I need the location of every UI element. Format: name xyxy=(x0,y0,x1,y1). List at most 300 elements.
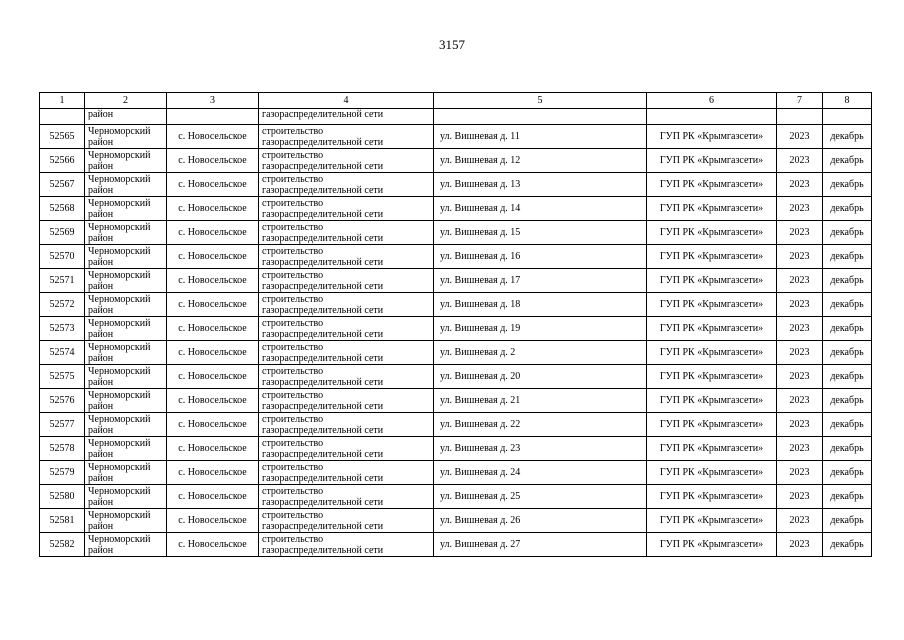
organization-cell xyxy=(647,197,777,221)
work-type-cell-line: газораспределительной сети xyxy=(262,208,384,220)
address-cell xyxy=(434,245,647,269)
work-type-cell-line: строительство xyxy=(262,413,324,425)
district-cell-line: Черноморский xyxy=(88,197,151,209)
month-cell xyxy=(823,533,872,557)
work-type-cell-line: газораспределительной сети xyxy=(262,472,384,484)
year-cell xyxy=(777,509,823,533)
work-type-cell xyxy=(259,365,434,389)
year-cell xyxy=(777,245,823,269)
district-cell xyxy=(85,245,167,269)
settlement-cell xyxy=(167,245,259,269)
district-cell-line: Черноморский xyxy=(88,413,151,425)
organization-cell xyxy=(647,485,777,509)
table-cell xyxy=(434,109,647,125)
year-cell-line: 2023 xyxy=(789,467,810,478)
table-row xyxy=(40,125,872,149)
year-cell-line: 2023 xyxy=(789,539,810,550)
address-cell xyxy=(434,509,647,533)
month-cell xyxy=(823,341,872,365)
month-cell xyxy=(823,269,872,293)
table-cell xyxy=(823,109,872,125)
month-cell-line: декабрь xyxy=(830,539,864,550)
district-cell xyxy=(85,221,167,245)
year-cell xyxy=(777,269,823,293)
settlement-cell xyxy=(167,341,259,365)
work-type-cell-line: строительство xyxy=(262,389,324,401)
month-cell-line: декабрь xyxy=(830,467,864,478)
page-number: 3157 xyxy=(439,37,465,52)
table-row xyxy=(40,197,872,221)
work-type-cell xyxy=(259,461,434,485)
month-cell-line: декабрь xyxy=(830,275,864,286)
table-row xyxy=(40,437,872,461)
table-row xyxy=(40,245,872,269)
column-header: 6 xyxy=(647,93,777,109)
address-cell xyxy=(434,413,647,437)
settlement-cell xyxy=(167,509,259,533)
settlement-cell xyxy=(167,317,259,341)
district-cell-line: Черноморский xyxy=(88,533,151,545)
district-cell xyxy=(85,437,167,461)
row-number xyxy=(40,125,85,149)
district-cell-line: Черноморский xyxy=(88,509,151,521)
column-header: 2 xyxy=(85,93,167,109)
work-type-cell xyxy=(259,533,434,557)
address-cell-line: ул. Вишневая д. 15 xyxy=(440,227,521,238)
year-cell xyxy=(777,221,823,245)
settlement-cell xyxy=(167,461,259,485)
work-type-cell-line: строительство xyxy=(262,533,324,545)
settlement-cell-line: с. Новосельское xyxy=(178,275,247,286)
organization-cell xyxy=(647,341,777,365)
organization-cell-line: ГУП РК «Крымгазсети» xyxy=(659,275,764,286)
work-type-cell xyxy=(259,293,434,317)
address-cell-line: ул. Вишневая д. 12 xyxy=(440,155,521,166)
address-cell-line: ул. Вишневая д. 22 xyxy=(440,419,521,430)
work-type-cell-line: газораспределительной сети xyxy=(262,376,384,388)
row-number xyxy=(40,341,85,365)
work-type-cell xyxy=(259,317,434,341)
settlement-cell-line: с. Новосельское xyxy=(178,443,247,454)
month-cell xyxy=(823,293,872,317)
row-number-line: 52571 xyxy=(49,275,75,286)
organization-cell xyxy=(647,269,777,293)
address-cell-line: ул. Вишневая д. 13 xyxy=(440,179,521,190)
row-number xyxy=(40,245,85,269)
work-type-cell-line: газораспределительной сети xyxy=(262,136,384,148)
year-cell xyxy=(777,125,823,149)
month-cell xyxy=(823,389,872,413)
continuation-row xyxy=(40,109,872,125)
work-type-cell xyxy=(259,437,434,461)
data-table xyxy=(39,92,872,557)
work-type-cell xyxy=(259,413,434,437)
address-cell-line: ул. Вишневая д. 23 xyxy=(440,443,521,454)
address-cell-line: ул. Вишневая д. 24 xyxy=(440,467,521,478)
organization-cell-line: ГУП РК «Крымгазсети» xyxy=(659,371,764,382)
organization-cell xyxy=(647,173,777,197)
month-cell-line: декабрь xyxy=(830,179,864,190)
table-row xyxy=(40,149,872,173)
district-cell-line: район xyxy=(88,352,114,364)
row-number-line: 52579 xyxy=(49,467,75,478)
month-cell-line: декабрь xyxy=(830,395,864,406)
column-header: 4 xyxy=(259,93,434,109)
work-type-cell-line: газораспределительной сети xyxy=(262,256,384,268)
address-cell xyxy=(434,293,647,317)
year-cell xyxy=(777,173,823,197)
settlement-cell-line: с. Новосельское xyxy=(178,227,247,238)
district-cell xyxy=(85,269,167,293)
table-row xyxy=(40,389,872,413)
year-cell-line: 2023 xyxy=(789,131,810,142)
settlement-cell-line: с. Новосельское xyxy=(178,419,247,430)
address-cell xyxy=(434,389,647,413)
year-cell-line: 2023 xyxy=(789,491,810,502)
work-type-cell-line: газораспределительной сети xyxy=(262,280,384,292)
organization-cell-line: ГУП РК «Крымгазсети» xyxy=(659,347,764,358)
address-cell-line: ул. Вишневая д. 21 xyxy=(440,395,521,406)
row-number xyxy=(40,389,85,413)
column-header: 8 xyxy=(823,93,872,109)
year-cell-line: 2023 xyxy=(789,371,810,382)
district-cell-line: Черноморский xyxy=(88,245,151,257)
work-type-cell-line: газораспределительной сети xyxy=(262,160,384,172)
district-cell-line: Черноморский xyxy=(88,317,151,329)
organization-cell-line: ГУП РК «Крымгазсети» xyxy=(659,251,764,262)
month-cell-line: декабрь xyxy=(830,299,864,310)
work-type-cell-line: строительство xyxy=(262,485,324,497)
organization-cell-line: ГУП РК «Крымгазсети» xyxy=(659,323,764,334)
table-cell xyxy=(167,109,259,125)
organization-cell xyxy=(647,293,777,317)
work-type-cell-line: газораспределительной сети xyxy=(262,448,384,460)
district-cell-line: Черноморский xyxy=(88,341,151,353)
organization-cell-line: ГУП РК «Крымгазсети» xyxy=(659,467,764,478)
month-cell xyxy=(823,245,872,269)
year-cell xyxy=(777,197,823,221)
address-cell xyxy=(434,125,647,149)
district-cell xyxy=(85,197,167,221)
row-number-line: 52565 xyxy=(49,131,75,142)
organization-cell-line: ГУП РК «Крымгазсети» xyxy=(659,203,764,214)
district-cell-line: Черноморский xyxy=(88,293,151,305)
district-cell-line: район xyxy=(88,400,114,412)
year-cell xyxy=(777,317,823,341)
row-number xyxy=(40,317,85,341)
settlement-cell xyxy=(167,293,259,317)
work-type-cell xyxy=(259,389,434,413)
table-row xyxy=(40,293,872,317)
work-type-cell-line: строительство xyxy=(262,221,324,233)
work-type-cell-line: газораспределительной сети xyxy=(262,400,384,412)
district-cell-line: район xyxy=(88,280,114,292)
column-header: 1 xyxy=(40,93,85,109)
district-cell xyxy=(85,341,167,365)
district-cell xyxy=(85,389,167,413)
district-cell-line: район xyxy=(88,184,114,196)
district-cell-line: район xyxy=(88,232,114,244)
organization-cell xyxy=(647,149,777,173)
district-cell-line: Черноморский xyxy=(88,365,151,377)
work-type-cell xyxy=(259,341,434,365)
organization-cell-line: ГУП РК «Крымгазсети» xyxy=(659,443,764,454)
row-number xyxy=(40,269,85,293)
work-type-cell-line: строительство xyxy=(262,341,324,353)
settlement-cell xyxy=(167,221,259,245)
month-cell-line: декабрь xyxy=(830,491,864,502)
month-cell xyxy=(823,149,872,173)
month-cell xyxy=(823,413,872,437)
district-cell xyxy=(85,461,167,485)
row-number-line: 52578 xyxy=(49,443,75,454)
district-cell xyxy=(85,485,167,509)
address-cell xyxy=(434,173,647,197)
address-cell xyxy=(434,437,647,461)
district-cell-line: Черноморский xyxy=(88,485,151,497)
organization-cell-line: ГУП РК «Крымгазсети» xyxy=(659,155,764,166)
organization-cell xyxy=(647,533,777,557)
district-cell xyxy=(85,317,167,341)
organization-cell-line: ГУП РК «Крымгазсети» xyxy=(659,227,764,238)
work-type-cell xyxy=(259,125,434,149)
year-cell xyxy=(777,413,823,437)
settlement-cell-line: с. Новосельское xyxy=(178,467,247,478)
work-type-cell-line: строительство xyxy=(262,245,324,257)
table-row xyxy=(40,317,872,341)
row-number-line: 52573 xyxy=(49,323,75,334)
year-cell-line: 2023 xyxy=(789,227,810,238)
table-row xyxy=(40,485,872,509)
work-type-cell xyxy=(259,221,434,245)
address-cell xyxy=(434,221,647,245)
table-cell: район xyxy=(85,109,167,125)
month-cell-line: декабрь xyxy=(830,323,864,334)
row-number xyxy=(40,365,85,389)
organization-cell-line: ГУП РК «Крымгазсети» xyxy=(659,539,764,550)
organization-cell xyxy=(647,413,777,437)
year-cell-line: 2023 xyxy=(789,443,810,454)
year-cell-line: 2023 xyxy=(789,155,810,166)
district-cell-line: район xyxy=(88,424,114,436)
year-cell-line: 2023 xyxy=(789,179,810,190)
row-number xyxy=(40,293,85,317)
settlement-cell xyxy=(167,125,259,149)
settlement-cell xyxy=(167,149,259,173)
month-cell xyxy=(823,365,872,389)
settlement-cell-line: с. Новосельское xyxy=(178,395,247,406)
district-cell-line: район xyxy=(88,208,114,220)
district-cell-line: район xyxy=(88,496,114,508)
month-cell xyxy=(823,125,872,149)
organization-cell xyxy=(647,317,777,341)
year-cell-line: 2023 xyxy=(789,299,810,310)
row-number xyxy=(40,197,85,221)
year-cell-line: 2023 xyxy=(789,347,810,358)
district-cell-line: район xyxy=(88,136,114,148)
district-cell-line: Черноморский xyxy=(88,221,151,233)
row-number-line: 52576 xyxy=(49,395,75,406)
year-cell xyxy=(777,341,823,365)
month-cell-line: декабрь xyxy=(830,371,864,382)
year-cell-line: 2023 xyxy=(789,515,810,526)
address-cell-line: ул. Вишневая д. 19 xyxy=(440,323,521,334)
year-cell-line: 2023 xyxy=(789,323,810,334)
table-row xyxy=(40,509,872,533)
row-number-line: 52582 xyxy=(49,539,75,550)
table-row xyxy=(40,269,872,293)
row-number-line: 52575 xyxy=(49,371,75,382)
address-cell-line: ул. Вишневая д. 27 xyxy=(440,539,521,550)
address-cell xyxy=(434,485,647,509)
work-type-cell-line: строительство xyxy=(262,293,324,305)
district-cell-line: район xyxy=(88,544,114,556)
settlement-cell xyxy=(167,413,259,437)
row-number-line: 52577 xyxy=(49,419,75,430)
work-type-cell-line: газораспределительной сети xyxy=(262,184,384,196)
address-cell-line: ул. Вишневая д. 14 xyxy=(440,203,521,214)
row-number-line: 52572 xyxy=(49,299,75,310)
organization-cell-line: ГУП РК «Крымгазсети» xyxy=(659,395,764,406)
year-cell xyxy=(777,533,823,557)
organization-cell xyxy=(647,221,777,245)
district-cell-line: Черноморский xyxy=(88,173,151,185)
district-cell-line: Черноморский xyxy=(88,389,151,401)
work-type-cell xyxy=(259,197,434,221)
month-cell-line: декабрь xyxy=(830,443,864,454)
address-cell-line: ул. Вишневая д. 2 xyxy=(440,347,516,358)
address-cell-line: ул. Вишневая д. 20 xyxy=(440,371,521,382)
row-number xyxy=(40,461,85,485)
work-type-cell xyxy=(259,485,434,509)
address-cell-line: ул. Вишневая д. 25 xyxy=(440,491,521,502)
year-cell xyxy=(777,437,823,461)
row-number-line: 52570 xyxy=(49,251,75,262)
table-cell xyxy=(647,109,777,125)
year-cell-line: 2023 xyxy=(789,419,810,430)
month-cell-line: декабрь xyxy=(830,155,864,166)
work-type-cell-line: строительство xyxy=(262,173,324,185)
month-cell xyxy=(823,317,872,341)
organization-cell-line: ГУП РК «Крымгазсети» xyxy=(659,299,764,310)
table-header-row xyxy=(40,93,872,109)
organization-cell xyxy=(647,461,777,485)
row-number-line: 52567 xyxy=(49,179,75,190)
year-cell xyxy=(777,461,823,485)
year-cell xyxy=(777,293,823,317)
year-cell-line: 2023 xyxy=(789,275,810,286)
district-cell-line: Черноморский xyxy=(88,125,151,137)
table-row xyxy=(40,461,872,485)
district-cell xyxy=(85,293,167,317)
row-number xyxy=(40,533,85,557)
address-cell xyxy=(434,269,647,293)
district-cell-line: Черноморский xyxy=(88,269,151,281)
row-number-line: 52568 xyxy=(49,203,75,214)
month-cell-line: декабрь xyxy=(830,419,864,430)
organization-cell-line: ГУП РК «Крымгазсети» xyxy=(659,491,764,502)
month-cell-line: декабрь xyxy=(830,515,864,526)
work-type-cell-line: строительство xyxy=(262,509,324,521)
table-row xyxy=(40,533,872,557)
year-cell xyxy=(777,389,823,413)
address-cell-line: ул. Вишневая д. 17 xyxy=(440,275,521,286)
work-type-cell-line: строительство xyxy=(262,437,324,449)
address-cell xyxy=(434,341,647,365)
row-number-line: 52566 xyxy=(49,155,75,166)
table-row xyxy=(40,365,872,389)
district-cell-line: Черноморский xyxy=(88,149,151,161)
month-cell-line: декабрь xyxy=(830,227,864,238)
organization-cell xyxy=(647,509,777,533)
row-number xyxy=(40,413,85,437)
work-type-cell-line: строительство xyxy=(262,125,324,137)
work-type-cell xyxy=(259,509,434,533)
work-type-cell-line: строительство xyxy=(262,461,324,473)
organization-cell xyxy=(647,245,777,269)
district-cell xyxy=(85,125,167,149)
settlement-cell xyxy=(167,365,259,389)
work-type-cell-line: газораспределительной сети xyxy=(262,352,384,364)
work-type-cell-line: газораспределительной сети xyxy=(262,304,384,316)
settlement-cell-line: с. Новосельское xyxy=(178,515,247,526)
address-cell xyxy=(434,317,647,341)
table-cell xyxy=(40,109,85,125)
work-type-cell xyxy=(259,269,434,293)
month-cell xyxy=(823,485,872,509)
row-number xyxy=(40,485,85,509)
work-type-cell-line: газораспределительной сети xyxy=(262,496,384,508)
column-header: 5 xyxy=(434,93,647,109)
month-cell-line: декабрь xyxy=(830,347,864,358)
row-number-line: 52581 xyxy=(49,515,75,526)
year-cell xyxy=(777,485,823,509)
organization-cell xyxy=(647,365,777,389)
settlement-cell xyxy=(167,389,259,413)
month-cell-line: декабрь xyxy=(830,203,864,214)
column-header: 3 xyxy=(167,93,259,109)
work-type-cell-line: газораспределительной сети xyxy=(262,544,384,556)
work-type-cell-line: строительство xyxy=(262,149,324,161)
work-type-cell-line: строительство xyxy=(262,197,324,209)
address-cell xyxy=(434,533,647,557)
district-cell-line: район xyxy=(88,520,114,532)
organization-cell-line: ГУП РК «Крымгазсети» xyxy=(659,179,764,190)
address-cell-line: ул. Вишневая д. 16 xyxy=(440,251,521,262)
work-type-cell xyxy=(259,149,434,173)
year-cell xyxy=(777,365,823,389)
work-type-cell-line: газораспределительной сети xyxy=(262,328,384,340)
settlement-cell-line: с. Новосельское xyxy=(178,323,247,334)
work-type-cell-line: строительство xyxy=(262,317,324,329)
address-cell-line: ул. Вишневая д. 26 xyxy=(440,515,521,526)
district-cell xyxy=(85,173,167,197)
district-cell-line: район xyxy=(88,376,114,388)
row-number xyxy=(40,221,85,245)
organization-cell-line: ГУП РК «Крымгазсети» xyxy=(659,131,764,142)
district-cell xyxy=(85,413,167,437)
address-cell-line: ул. Вишневая д. 18 xyxy=(440,299,521,310)
column-header: 7 xyxy=(777,93,823,109)
settlement-cell xyxy=(167,173,259,197)
district-cell xyxy=(85,149,167,173)
settlement-cell-line: с. Новосельское xyxy=(178,491,247,502)
settlement-cell xyxy=(167,485,259,509)
district-cell-line: район xyxy=(88,472,114,484)
organization-cell xyxy=(647,389,777,413)
year-cell-line: 2023 xyxy=(789,251,810,262)
work-type-cell xyxy=(259,173,434,197)
